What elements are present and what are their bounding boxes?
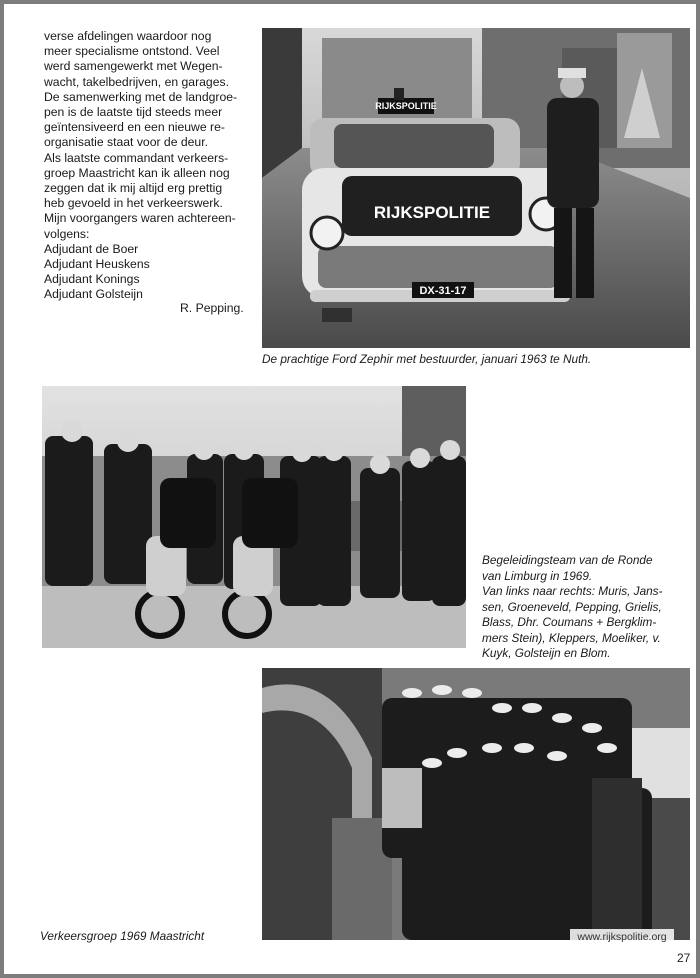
text-line: organisatie staat voor de deur.: [44, 135, 208, 150]
text-line: Mijn voorgangers waren achtereen-: [44, 211, 236, 226]
text-line: Als laatste commandant verkeers-: [44, 150, 229, 165]
text-line: van Limburg in 1969.: [482, 568, 593, 583]
text-line: De samenwerking met de landgroe-: [44, 89, 238, 104]
text-line: Adjudant Golsteijn: [44, 287, 143, 302]
text-line: Blass, Dhr. Coumans + Bergklim-: [482, 615, 657, 629]
text-line: Kuyk, Golsteijn en Blom.: [482, 646, 611, 660]
text-line: Adjudant Heuskens: [44, 257, 150, 272]
page-number: 27: [677, 951, 691, 965]
watermark: www.rijkspolitie.org: [570, 929, 674, 945]
photo-verkeersgroep: [262, 668, 690, 940]
text-line: geïntensiveerd en een nieuwe re-: [44, 120, 225, 135]
text-line: verse afdelingen waardoor nog: [44, 29, 212, 43]
text-line: Van links naar rechts: Muris, Jans-: [482, 584, 663, 598]
roof-sign-text: RIJKSPOLITIE: [375, 101, 437, 111]
text-line: zeggen dat ik mij altijd erg prettig: [44, 181, 223, 196]
text-line: heb gevoeld in het verkeerswerk.: [44, 196, 223, 211]
hood-text: RIJKSPOLITIE: [373, 203, 491, 222]
signature: R. Pepping.: [180, 301, 244, 315]
photo-ford-zephyr: [262, 28, 690, 348]
photo-escort-team: [42, 386, 466, 648]
text-line: pen is de laatste tijd steeds meer: [44, 105, 223, 120]
text-line: groep Maastricht kan ik alleen nog: [44, 165, 230, 180]
intro-text: [44, 29, 254, 303]
license-plate: DX-31-17: [419, 285, 467, 297]
caption-group-photo: Verkeersgroep 1969 Maastricht: [40, 929, 205, 943]
text-line: sen, Groeneveld, Pepping, Grielis,: [482, 599, 662, 614]
text-line: Begeleidingsteam van de Ronde: [482, 553, 653, 567]
text-line: volgens:: [44, 226, 90, 241]
caption-car-photo: De prachtige Ford Zephir met bestuurder, januari 1963 te Nuth.: [262, 352, 592, 366]
text-line: meer specialisme ontstond. Veel: [44, 44, 220, 59]
text-line: mers Stein), Kleppers, Moeliker, v.: [482, 630, 661, 645]
text-line: Adjudant de Boer: [44, 241, 139, 256]
caption-escort-team: [482, 553, 688, 662]
document-page: [4, 4, 696, 974]
text-line: werd samengewerkt met Wegen-: [44, 59, 223, 74]
text-line: wacht, takelbedrijven, en garages.: [44, 74, 229, 89]
text-line: Adjudant Konings: [44, 272, 140, 287]
